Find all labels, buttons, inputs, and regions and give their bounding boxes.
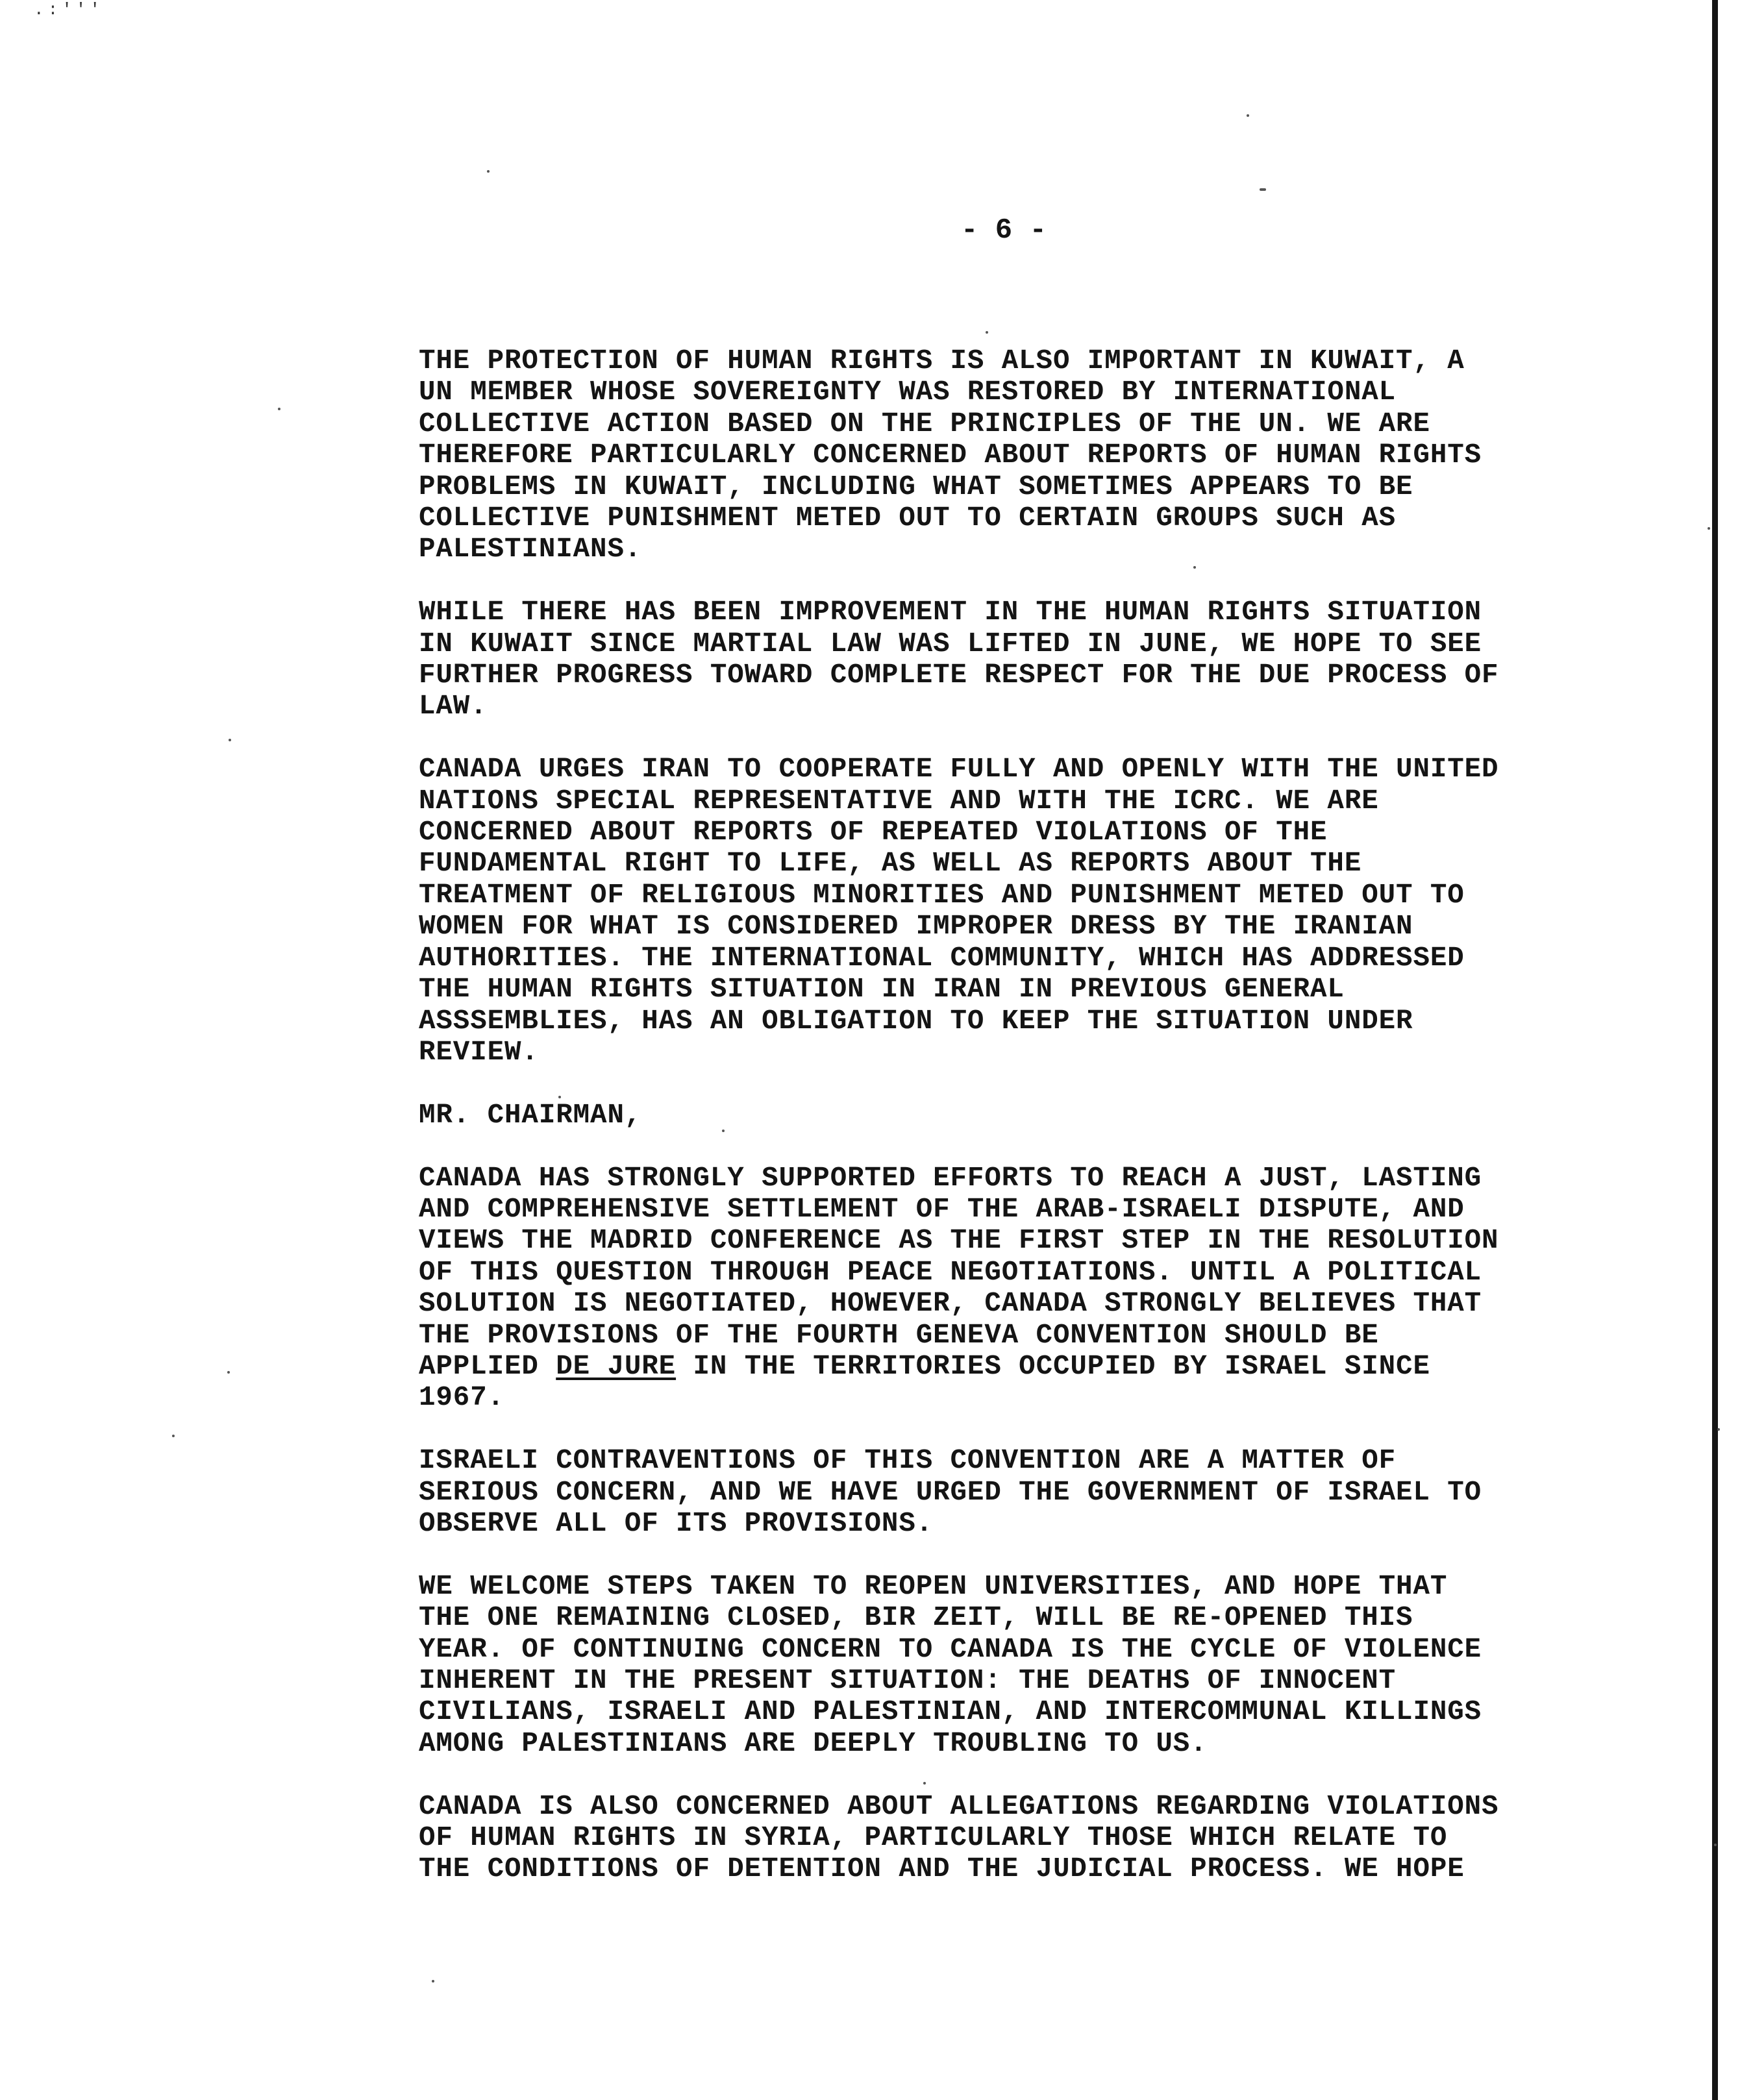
text-line: WOMEN FOR WHAT IS CONSIDERED IMPROPER DRESS BY THE IRANIAN — [419, 911, 1413, 943]
text-line: THE PROTECTION OF HUMAN RIGHTS IS ALSO IMPORTANT IN KUWAIT, A — [419, 345, 1465, 377]
paragraph-israeli-contraventions — [419, 1445, 1711, 1539]
paragraph-syria — [419, 1791, 1711, 1885]
page-edge-border — [1712, 0, 1718, 2100]
text-line: NATIONS SPECIAL REPRESENTATIVE AND WITH THE ICRC. WE ARE — [419, 785, 1379, 817]
paragraph-kuwait-protection — [419, 345, 1711, 565]
text-line: COLLECTIVE PUNISHMENT METED OUT TO CERTAIN GROUPS SUCH AS — [419, 502, 1397, 534]
text-line: CONCERNED ABOUT REPORTS OF REPEATED VIOLATIONS OF THE — [419, 817, 1328, 848]
underlined-term: DE JURE — [556, 1350, 677, 1382]
text-segment: APPLIED — [419, 1350, 556, 1382]
text-line: INHERENT IN THE PRESENT SITUATION: THE DEATHS OF INNOCENT — [419, 1664, 1397, 1696]
scan-speck — [227, 1371, 230, 1374]
text-line: WHILE THERE HAS BEEN IMPROVEMENT IN THE HUMAN RIGHTS SITUATION — [419, 597, 1482, 628]
text-line: 1967. — [419, 1382, 505, 1414]
text-line: TREATMENT OF RELIGIOUS MINORITIES AND PUNISHMENT METED OUT TO — [419, 879, 1465, 911]
text-line: AMONG PALESTINIANS ARE DEEPLY TROUBLING TO US. — [419, 1727, 1208, 1759]
text-line: OBSERVE ALL OF ITS PROVISIONS. — [419, 1507, 934, 1539]
paragraph-universities — [419, 1571, 1711, 1759]
paragraph-kuwait-improvement — [419, 597, 1711, 723]
text-line: CIVILIANS, ISRAELI AND PALESTINIAN, AND INTERCOMMUNAL KILLINGS — [419, 1696, 1482, 1728]
scan-speck — [1260, 188, 1266, 191]
text-line: ASSSEMBLIES, HAS AN OBLIGATION TO KEEP THE SITUATION UNDER — [419, 1005, 1413, 1037]
text-segment: IN THE TERRITORIES OCCUPIED BY ISRAEL SINCE — [676, 1350, 1430, 1382]
text-line: FUNDAMENTAL RIGHT TO LIFE, AS WELL AS REPORTS ABOUT THE — [419, 848, 1362, 880]
scan-speck — [487, 170, 490, 173]
text-line: CANADA IS ALSO CONCERNED ABOUT ALLEGATIONS REGARDING VIOLATIONS — [419, 1790, 1499, 1822]
text-line-with-underline — [419, 1351, 1711, 1382]
text-line: CANADA URGES IRAN TO COOPERATE FULLY AND OPENLY WITH THE UNITED — [419, 754, 1499, 785]
text-line: LAW. — [419, 691, 488, 723]
text-line: SERIOUS CONCERN, AND WE HAVE URGED THE GOVERNMENT OF ISRAEL TO — [419, 1476, 1482, 1508]
text-line: OF THIS QUESTION THROUGH PEACE NEGOTIATIONS. UNTIL A POLITICAL — [419, 1256, 1482, 1288]
text-line: REVIEW. — [419, 1036, 539, 1068]
scan-speck — [1247, 114, 1249, 117]
text-line: IN KUWAIT SINCE MARTIAL LAW WAS LIFTED IN JUNE, WE HOPE TO SEE — [419, 628, 1482, 660]
text-line: THEREFORE PARTICULARLY CONCERNED ABOUT REPORTS OF HUMAN RIGHTS — [419, 439, 1482, 471]
scan-speck — [1717, 1428, 1720, 1431]
text-line: THE ONE REMAINING CLOSED, BIR ZEIT, WILL BE RE-OPENED THIS — [419, 1602, 1413, 1634]
salutation-line: MR. CHAIRMAN, — [419, 1099, 642, 1131]
scan-speck — [432, 1980, 434, 1983]
paragraph-salutation — [419, 1100, 1711, 1131]
text-line: SOLUTION IS NEGOTIATED, HOWEVER, CANADA STRONGLY BELIEVES THAT — [419, 1288, 1482, 1320]
paragraph-iran — [419, 754, 1711, 1068]
text-line: OF HUMAN RIGHTS IN SYRIA, PARTICULARLY THOSE WHICH RELATE TO — [419, 1822, 1448, 1853]
text-line: THE PROVISIONS OF THE FOURTH GENEVA CONVENTION SHOULD BE — [419, 1319, 1379, 1351]
scan-speck — [1714, 1844, 1717, 1846]
text-line: FURTHER PROGRESS TOWARD COMPLETE RESPECT FOR THE DUE PROCESS OF — [419, 660, 1499, 691]
scan-speck — [229, 739, 231, 741]
text-line: AUTHORITIES. THE INTERNATIONAL COMMUNITY, WHICH HAS ADDRESSED — [419, 942, 1465, 974]
text-line: PALESTINIANS. — [419, 534, 642, 565]
document-body — [419, 345, 1711, 1916]
corner-scan-mark: .:''' — [34, 0, 105, 19]
text-line: THE HUMAN RIGHTS SITUATION IN IRAN IN PREVIOUS GENERAL — [419, 974, 1345, 1006]
scan-speck — [172, 1435, 175, 1437]
text-line: ISRAELI CONTRAVENTIONS OF THIS CONVENTION ARE A MATTER OF — [419, 1445, 1397, 1477]
text-line: YEAR. OF CONTINUING CONCERN TO CANADA IS THE CYCLE OF VIOLENCE — [419, 1633, 1482, 1665]
text-line: UN MEMBER WHOSE SOVEREIGNTY WAS RESTORED BY INTERNATIONAL — [419, 377, 1397, 408]
text-line: AND COMPREHENSIVE SETTLEMENT OF THE ARAB-ISRAELI DISPUTE, AND — [419, 1193, 1465, 1225]
text-line: PROBLEMS IN KUWAIT, INCLUDING WHAT SOMETIMES APPEARS TO BE — [419, 471, 1413, 502]
paragraph-arab-israeli — [419, 1163, 1711, 1414]
text-line: WE WELCOME STEPS TAKEN TO REOPEN UNIVERSITIES, AND HOPE THAT — [419, 1570, 1448, 1602]
page-number: - 6 - — [961, 214, 1047, 247]
scan-speck — [986, 331, 988, 334]
text-line: VIEWS THE MADRID CONFERENCE AS THE FIRST STEP IN THE RESOLUTION — [419, 1225, 1499, 1257]
text-line: CANADA HAS STRONGLY SUPPORTED EFFORTS TO REACH A JUST, LASTING — [419, 1162, 1482, 1194]
text-line: COLLECTIVE ACTION BASED ON THE PRINCIPLES OF THE UN. WE ARE — [419, 408, 1430, 439]
text-line: THE CONDITIONS OF DETENTION AND THE JUDICIAL PROCESS. WE HOPE — [419, 1853, 1465, 1885]
scan-speck — [278, 408, 280, 410]
